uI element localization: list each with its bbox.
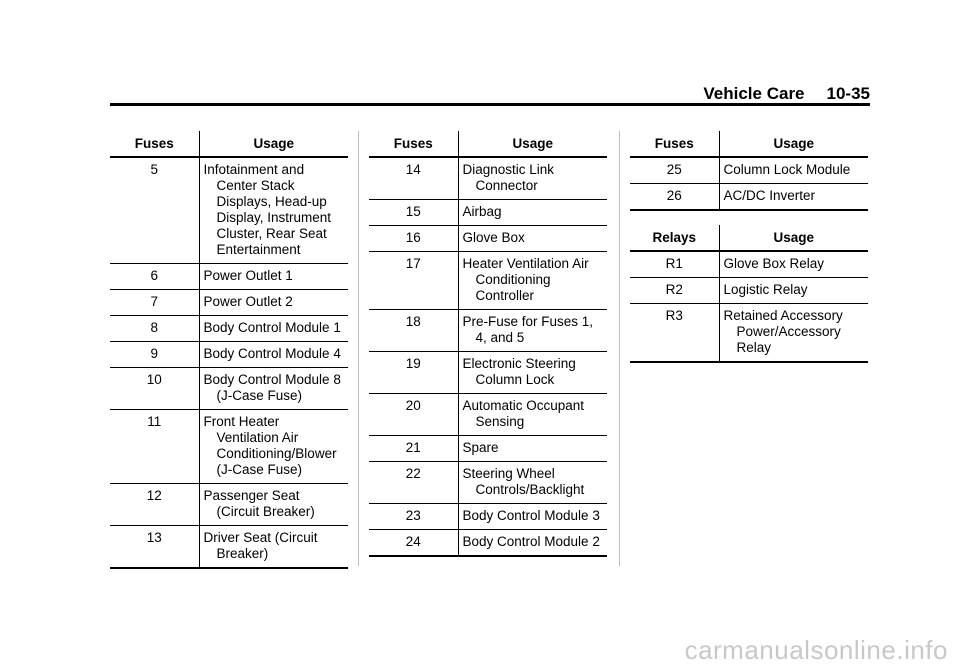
fuse-number: 16 xyxy=(369,226,458,252)
usage-text: Infotainment and Center Stack Displays, Head-up Display, Instrument Cluster, Rear Seat Entertainment xyxy=(203,162,332,257)
usage-text: Retained Accessory Power/Accessory Relay xyxy=(723,308,843,355)
column-1 xyxy=(110,131,348,569)
fuse-number: 25 xyxy=(630,157,719,184)
usage-cell xyxy=(199,316,348,342)
table-row xyxy=(630,184,868,211)
column-divider xyxy=(619,131,620,566)
usage-text: Front Heater Ventilation Air Conditioning/Blower (J-Case Fuse) xyxy=(203,414,337,477)
header-rule xyxy=(110,103,870,106)
section-title: Vehicle Care xyxy=(703,84,805,103)
table-row xyxy=(110,290,348,316)
table-row xyxy=(110,342,348,368)
fuse-number: 15 xyxy=(369,200,458,226)
usage-text: Body Control Module 8 (J-Case Fuse) xyxy=(203,372,341,403)
usage-text: Power Outlet 2 xyxy=(203,294,293,309)
usage-cell xyxy=(458,200,607,226)
usage-text: Body Control Module 1 xyxy=(203,320,341,335)
usage-cell xyxy=(199,290,348,316)
table-row xyxy=(369,252,607,310)
relay-table xyxy=(630,225,868,363)
fuses-header: Fuses xyxy=(369,131,458,157)
relays-header: Relays xyxy=(630,225,719,251)
usage-cell xyxy=(458,504,607,530)
fuse-number: 8 xyxy=(110,316,199,342)
table-row xyxy=(110,410,348,484)
table-row xyxy=(369,530,607,557)
fuses-header: Fuses xyxy=(110,131,199,157)
usage-cell xyxy=(719,278,868,304)
table-row xyxy=(630,278,868,304)
usage-text: AC/DC Inverter xyxy=(723,188,816,203)
usage-text: Diagnostic Link Connector xyxy=(462,162,555,193)
usage-text: Steering Wheel Controls/Backlight xyxy=(462,466,585,497)
usage-text: Logistic Relay xyxy=(723,282,808,297)
column-2 xyxy=(369,131,607,557)
table-row xyxy=(110,368,348,410)
fuse-number: 14 xyxy=(369,157,458,200)
usage-header: Usage xyxy=(458,131,607,157)
usage-cell xyxy=(458,530,607,557)
usage-cell xyxy=(199,264,348,290)
usage-cell xyxy=(199,157,348,264)
usage-header: Usage xyxy=(199,131,348,157)
fuse-number: 11 xyxy=(110,410,199,484)
usage-text: Pre-Fuse for Fuses 1, 4, and 5 xyxy=(462,314,594,345)
fuse-table-2 xyxy=(369,131,607,557)
usage-text: Automatic Occupant Sensing xyxy=(462,398,585,429)
fuse-number: 13 xyxy=(110,526,199,569)
fuse-number: 23 xyxy=(369,504,458,530)
table-row xyxy=(110,526,348,569)
table-row xyxy=(369,200,607,226)
usage-cell xyxy=(458,226,607,252)
usage-cell xyxy=(458,462,607,504)
usage-cell xyxy=(199,410,348,484)
fuse-number: R3 xyxy=(630,304,719,363)
usage-text: Glove Box xyxy=(462,230,525,245)
usage-cell xyxy=(199,368,348,410)
usage-cell xyxy=(199,526,348,569)
table-row xyxy=(369,504,607,530)
fuse-table-1 xyxy=(110,131,348,569)
usage-cell xyxy=(199,484,348,526)
fuse-table-3 xyxy=(630,131,868,211)
usage-text: Power Outlet 1 xyxy=(203,268,293,283)
fuses-header: Fuses xyxy=(630,131,719,157)
column-divider xyxy=(358,131,359,566)
usage-cell xyxy=(458,352,607,394)
table-row xyxy=(369,226,607,252)
fuse-number: 12 xyxy=(110,484,199,526)
usage-text: Body Control Module 4 xyxy=(203,346,341,361)
fuse-number: 10 xyxy=(110,368,199,410)
table-row xyxy=(369,394,607,436)
usage-text: Driver Seat (Circuit Breaker) xyxy=(203,530,318,561)
table-row xyxy=(630,251,868,278)
usage-cell xyxy=(199,342,348,368)
fuse-number: 17 xyxy=(369,252,458,310)
table-row xyxy=(369,352,607,394)
usage-header: Usage xyxy=(719,131,868,157)
watermark: carmanualsonline.info xyxy=(684,635,948,665)
fuse-number: 7 xyxy=(110,290,199,316)
usage-text: Airbag xyxy=(462,204,502,219)
table-row xyxy=(369,310,607,352)
usage-text: Heater Ventilation Air Conditioning Controller xyxy=(462,256,589,303)
table-row xyxy=(630,157,868,184)
usage-cell xyxy=(719,251,868,278)
usage-header: Usage xyxy=(719,225,868,251)
fuse-number: 5 xyxy=(110,157,199,264)
fuse-number: 24 xyxy=(369,530,458,557)
table-row xyxy=(110,484,348,526)
usage-cell xyxy=(458,252,607,310)
fuse-number: 21 xyxy=(369,436,458,462)
column-3 xyxy=(630,131,868,363)
usage-cell xyxy=(719,184,868,211)
table-row xyxy=(369,462,607,504)
fuse-number: 6 xyxy=(110,264,199,290)
table-row xyxy=(110,157,348,264)
usage-text: Body Control Module 2 xyxy=(462,534,600,549)
usage-cell xyxy=(458,436,607,462)
table-row xyxy=(369,436,607,462)
usage-text: Electronic Steering Column Lock xyxy=(462,356,576,387)
usage-cell xyxy=(458,394,607,436)
table-row xyxy=(630,304,868,363)
table-row xyxy=(369,157,607,200)
fuse-number: 9 xyxy=(110,342,199,368)
table-row xyxy=(110,264,348,290)
fuse-number: 26 xyxy=(630,184,719,211)
usage-text: Passenger Seat (Circuit Breaker) xyxy=(203,488,315,519)
page-number: 10-35 xyxy=(826,84,870,103)
usage-text: Body Control Module 3 xyxy=(462,508,600,523)
usage-text: Column Lock Module xyxy=(723,162,851,177)
usage-cell xyxy=(719,304,868,363)
usage-text: Glove Box Relay xyxy=(723,256,825,271)
fuse-number: R2 xyxy=(630,278,719,304)
usage-cell xyxy=(458,157,607,200)
usage-cell xyxy=(458,310,607,352)
fuse-number: 18 xyxy=(369,310,458,352)
usage-cell xyxy=(719,157,868,184)
fuse-number: R1 xyxy=(630,251,719,278)
usage-text: Spare xyxy=(462,440,499,455)
fuse-number: 22 xyxy=(369,462,458,504)
table-row xyxy=(110,316,348,342)
fuse-number: 20 xyxy=(369,394,458,436)
fuse-number: 19 xyxy=(369,352,458,394)
